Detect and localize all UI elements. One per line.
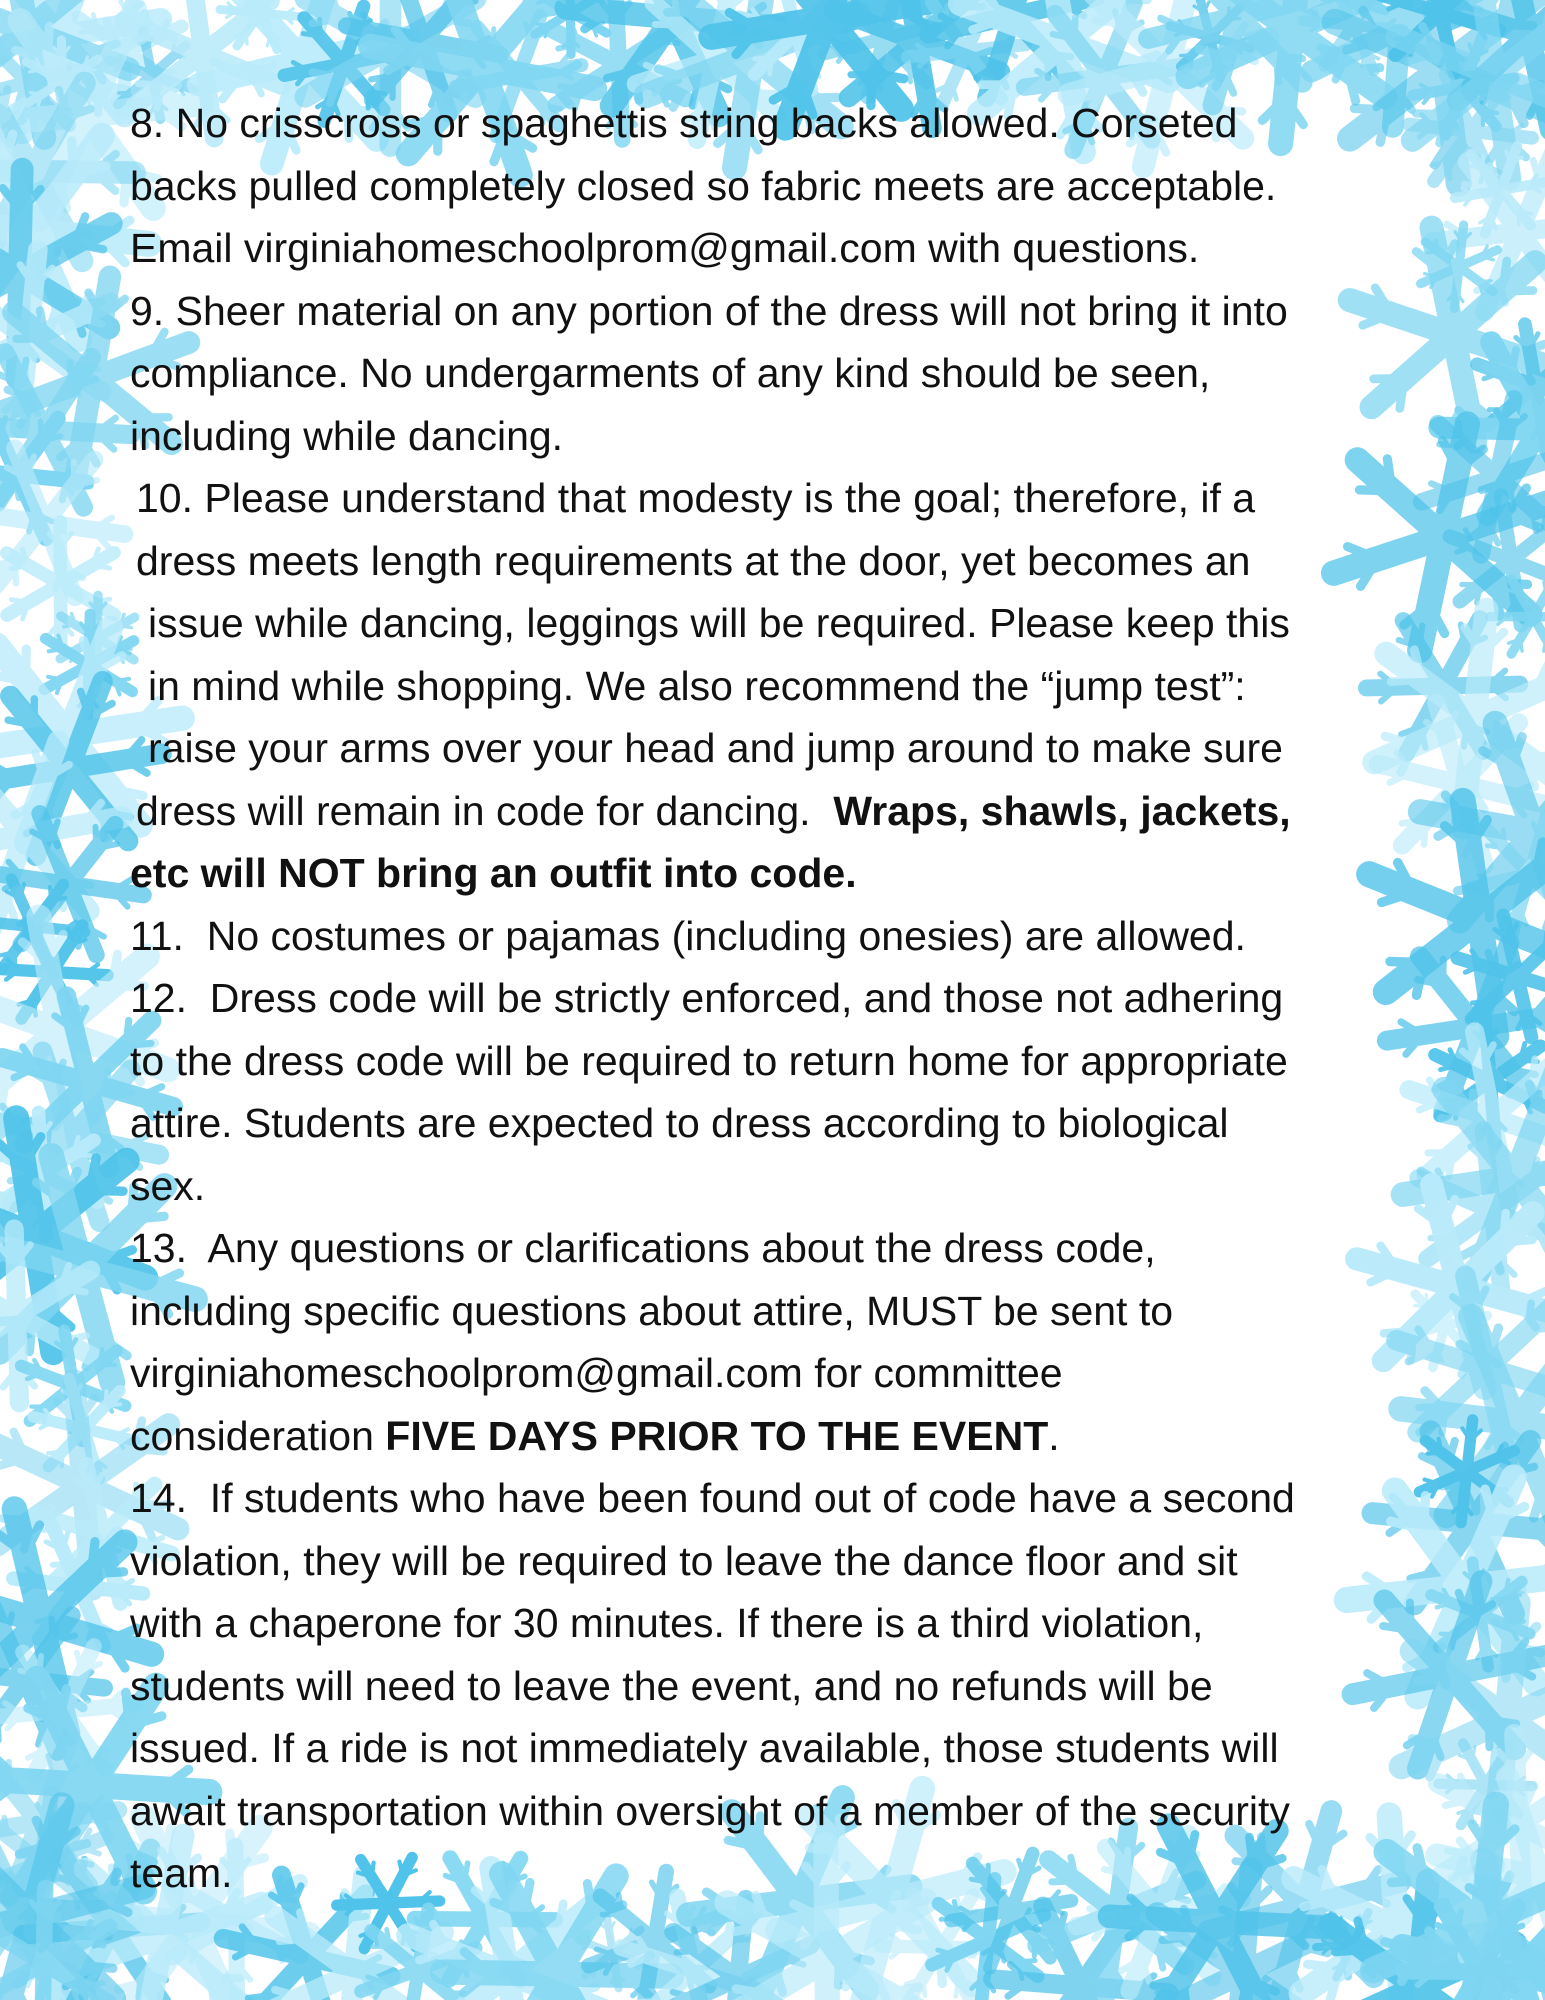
rule-line: to the dress code will be required to return home for appropriate: [130, 1037, 1288, 1084]
rule-line: compliance. No undergarments of any kind should be seen,: [130, 350, 1211, 396]
rule-14: [130, 1467, 1500, 1905]
rule-line: Any questions or clarifications about the dress code,: [207, 1225, 1156, 1271]
rule-line: issued. If a ride is not immediately available, those students will: [130, 1725, 1279, 1771]
dress-code-rules: [130, 92, 1500, 1905]
rule-emphasis: etc will NOT bring an outfit into code.: [130, 850, 857, 896]
rule-11: [130, 905, 1500, 968]
rule-line: sex.: [130, 1162, 206, 1209]
rule-number: 12.: [130, 975, 187, 1021]
rule-line: No costumes or pajamas (including onesies) are allowed.: [206, 912, 1246, 959]
rule-8: [130, 92, 1500, 280]
rule-line: including specific questions about attire, MUST be sent to: [130, 1287, 1174, 1334]
rule-number: 14.: [130, 1475, 187, 1521]
rule-line: Dress code will be strictly enforced, and those not adhering: [209, 975, 1284, 1021]
rule-number: 11.: [130, 912, 184, 959]
rule-line: Please understand that modesty is the goal; therefore, if a: [204, 475, 1256, 521]
rule-12: [130, 967, 1500, 1217]
rule-line: students will need to leave the event, and no refunds will be: [130, 1662, 1213, 1709]
rule-number: 8.: [130, 100, 165, 146]
rule-line: with a chaperone for 30 minutes. If there is a third violation,: [130, 1600, 1204, 1646]
rule-line: attire. Students are expected to dress according to biological: [130, 1100, 1229, 1146]
rule-line: including while dancing.: [130, 412, 564, 459]
rule-number: 9.: [130, 287, 165, 334]
rule-line: No crisscross or spaghettis string backs allowed. Corseted: [175, 100, 1238, 146]
rule-line: dress will remain in code for dancing.: [136, 787, 834, 834]
rule-number: 13.: [130, 1225, 187, 1271]
rule-line: in mind while shopping. We also recommend the “jump test”:: [148, 662, 1246, 709]
rule-9: [130, 280, 1500, 468]
rule-emphasis: FIVE DAYS PRIOR TO THE EVENT: [385, 1412, 1049, 1459]
rule-emphasis: Wraps, shawls, jackets,: [833, 787, 1291, 834]
rule-line: violation, they will be required to leave the dance floor and sit: [130, 1537, 1238, 1584]
rule-line: If students who have been found out of code have a second: [209, 1475, 1295, 1521]
rule-line: raise your arms over your head and jump around to make sure: [148, 725, 1283, 771]
rule-number: 10.: [136, 475, 193, 521]
rule-line: .: [1048, 1412, 1060, 1459]
rule-line: virginiahomeschoolprom@gmail.com for committee: [130, 1350, 1063, 1396]
rule-line: consideration: [130, 1412, 386, 1459]
rule-line: team.: [130, 1850, 233, 1896]
rule-line: Sheer material on any portion of the dress will not bring it into: [175, 287, 1288, 334]
rule-line: backs pulled completely closed so fabric meets are acceptable.: [130, 162, 1277, 209]
rule-13: [130, 1217, 1500, 1467]
rule-line: await transportation within oversight of a member of the security: [130, 1787, 1290, 1834]
rule-line: dress meets length requirements at the door, yet becomes an: [136, 537, 1251, 584]
rule-10: [130, 467, 1500, 905]
rule-line: Email virginiahomeschoolprom@gmail.com with questions.: [130, 225, 1200, 271]
rule-line: issue while dancing, leggings will be required. Please keep this: [148, 600, 1290, 646]
